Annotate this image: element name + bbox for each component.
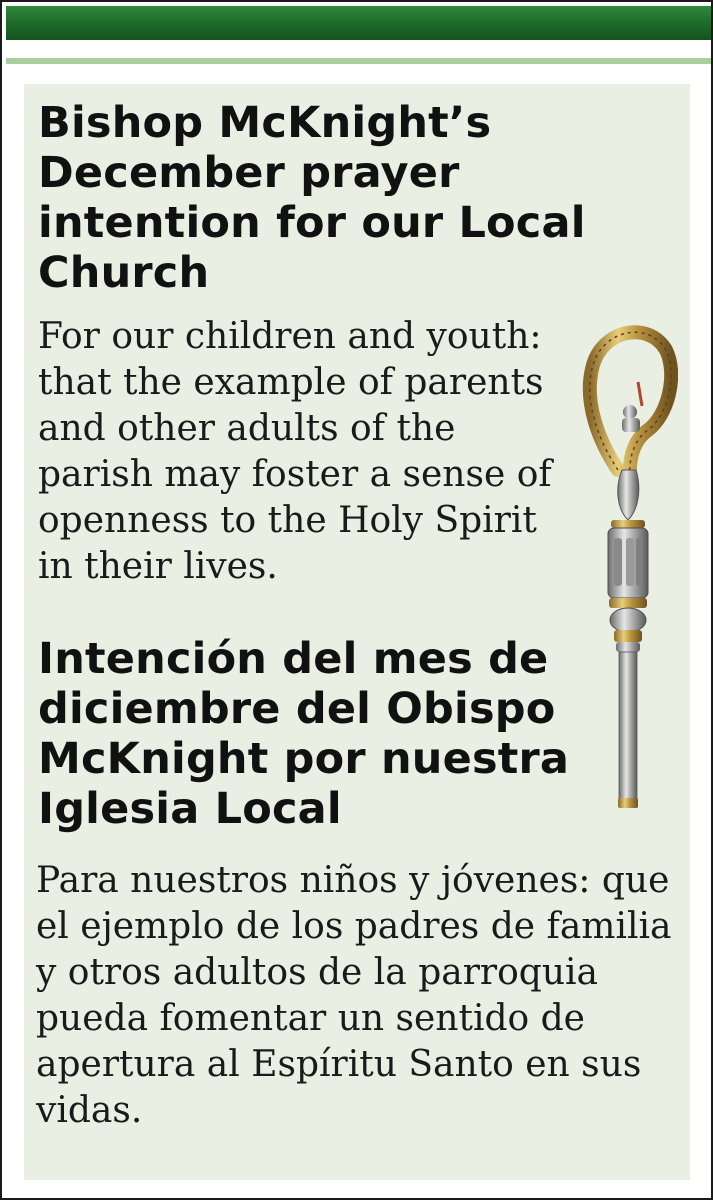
crozier-icon <box>578 320 678 812</box>
spanish-prayer-text: Para nuestros niños y jóvenes: que el ejemplo de los padres de familia y otros adultos de la parroquia pueda fomentar un sentido de apertura al Espíritu Santo en sus vidas. <box>36 860 672 1131</box>
top-green-bar <box>6 6 711 40</box>
english-prayer-text: For our children and youth: that the example of parents and other adults of the parish may foster a sense of openness to the Holy Spirit in their lives. <box>38 316 552 587</box>
spanish-heading: Intención del mes de diciembre del Obispo McKnight por nuestra Iglesia Local <box>38 634 570 834</box>
top-light-rule <box>6 58 711 64</box>
english-heading: Bishop McKnight’s December prayer intention for our Local Church <box>38 98 586 298</box>
